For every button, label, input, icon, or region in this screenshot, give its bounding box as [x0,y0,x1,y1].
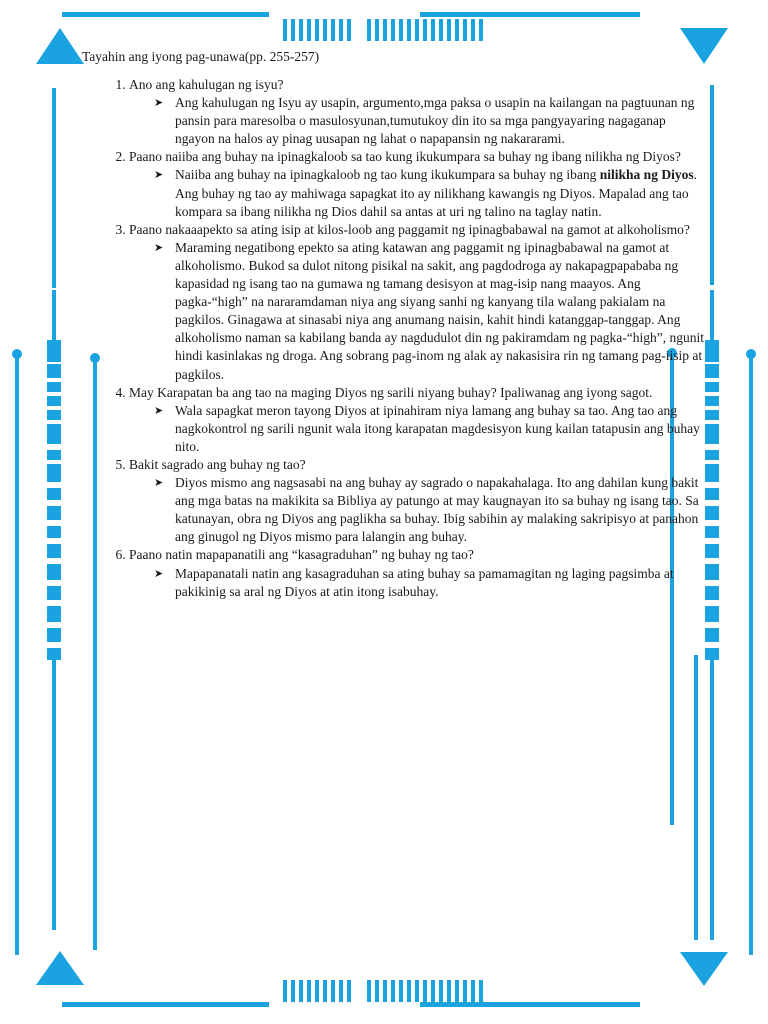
answer-text: Maraming negatibong epekto sa ating katawan ang paggamit ng ipinagbabawal na gamot at alkoholismo. Bukod sa dulot nitong pisikal na sakit, ang pagdodroga ay nakapagpapababa ng kapasidad ng isang tao na gumawa ng tamang desisyon at mag-isip nang maayos. Ang pagka-“high” na nararamdaman niya ang siyang sanhi ng kanyang tila walang pakialam na pagkilos. Ginagawa at sinasabi niya ang anumang naisin, kahit hindi katanggap-tanggap. Ang alkoholismo naman sa kabilang banda ay nagdudulot din ng pakiramdam ng pagka-“high”, ngunit hindi kasinlakas ng droga. Ang sobrang pag-inom ng alak ay nakasisira rin ng tamang pag-iisip at pagkilos. [175,239,704,382]
list-item [129,148,707,220]
question-list [82,76,707,601]
list-item [129,221,707,384]
page-title: Tayahin ang iyong pag-unawa(pp. 255-257) [82,49,320,64]
answer-block [154,166,707,220]
answer-block [154,565,707,601]
list-item [129,76,707,148]
answer-text-part: Naiiba ang buhay na ipinagkaloob ng tao kung ikukumpara sa buhay ng ibang [175,167,600,183]
answer-bold-text: nilikha ng Diyos [599,167,694,183]
question-text: May Karapatan ba ang tao na maging Diyos ng sarili niyang buhay? Ipaliwanag ang iyong sagot. [129,384,653,400]
question-text: Paano natin mapapanatili ang “kasagraduhan” ng buhay ng tao? [129,547,474,563]
answer-text: Diyos mismo ang nagsasabi na ang buhay ay sagrado o napakahalaga. Ito ang dahilan kung bakit ang mga batas na makikita sa Bibliya ay patungo at may kaugnayan ito sa buhay ng isang tao. Sa katunayan, obra ng Diyos ang paglikha sa buhay. Ibig sabihin ay malaking sakripisyo at panahon ang ginugol ng Diyos mismo para lalangin ang buhay. [175,475,699,545]
answer-text-part: . Ang buhay ng tao ay mahiwaga sapagkat ito ay nilikhang kawangis ng Diyos. Mapalad ang tao kompara sa ibang nilikha ng Dios dahil sa antas at uri ng talino na taglay natin. [175,167,697,219]
question-text: Ano ang kahulugan ng isyu? [129,77,284,92]
answer-block [154,94,707,148]
question-text: Paano nakaaapekto sa ating isip at kilos-loob ang paggamit ng ipinagbabawal na gamot at alkoholismo? [129,221,690,237]
arrow-bullet-icon: ➤ [154,241,164,254]
answer-block [154,474,707,546]
answer-text: Ang kahulugan ng Isyu ay usapin, argumento,mga paksa o usapin na kailangan na pagtuunan ng pansin para maresolba o masulosyunan,tumutukoy din ito sa mga pangyayaring nagaganap ngayon na halos ay pinag uusapan ng lahat o napapansin ng nakararami. [175,95,695,147]
answer-text [175,166,707,220]
question-text: Bakit sagrado ang buhay ng tao? [129,456,306,472]
answer-block [154,402,707,456]
answer-text: Mapapanatali natin ang kasagraduhan sa ating buhay sa pamamagitan ng laging pagsimba at pakikinig sa aral ng Diyos at atin itong isabuhay. [175,565,674,599]
list-item [129,384,707,456]
arrow-bullet-icon: ➤ [154,97,164,110]
list-item [129,456,707,546]
arrow-bullet-icon: ➤ [154,169,164,182]
answer-text: Wala sapagkat meron tayong Diyos at ipinahiram niya lamang ang buhay sa tao. Ang tao ang nagkokontrol ng sarili ngunit wala itong karapatan magdesisyon kung kailan tatapusin ang buhay nito. [175,402,700,454]
arrow-bullet-icon: ➤ [154,477,164,490]
arrow-bullet-icon: ➤ [154,567,164,580]
list-item [129,546,707,600]
answer-block [154,239,707,384]
question-text: Paano naiiba ang buhay na ipinagkaloob sa tao kung ikukumpara sa buhay ng ibang nilikha ng Diyos? [129,149,681,165]
arrow-bullet-icon: ➤ [154,404,164,417]
